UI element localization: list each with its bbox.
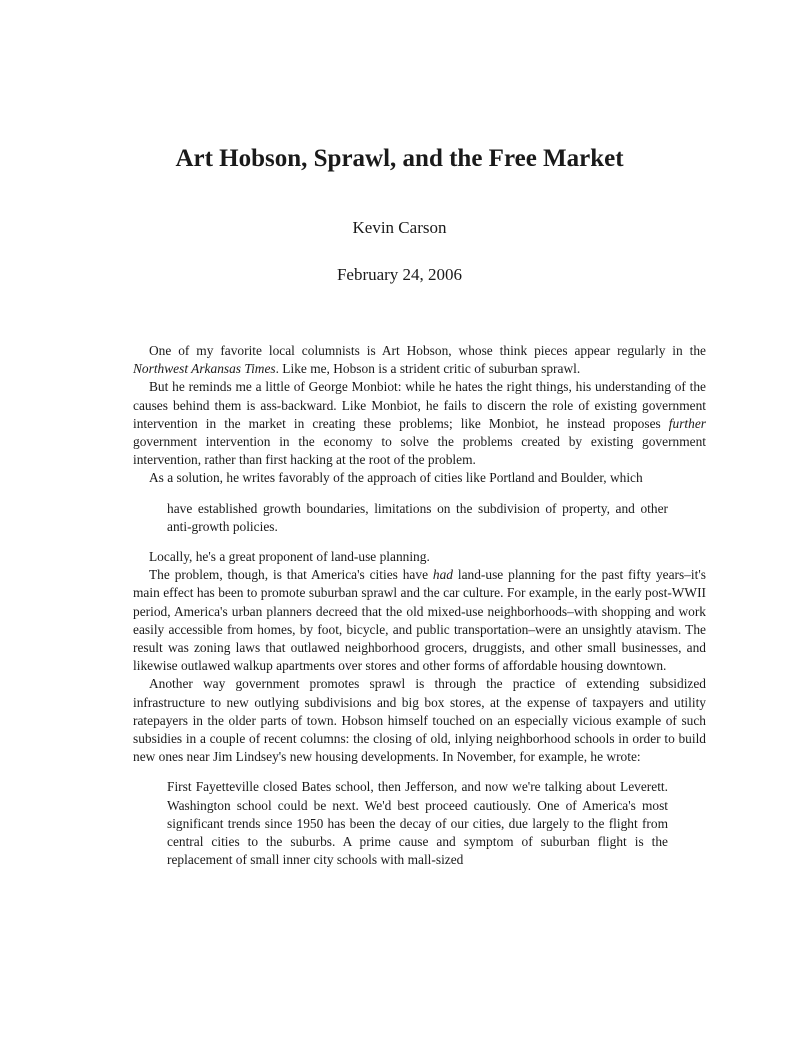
paragraph-1-emphasis: Northwest Arkansas Times	[133, 361, 276, 377]
author-name: Kevin Carson	[352, 218, 447, 237]
block-quote-2: First Fayetteville closed Bates school, then Jefferson, and now we're talking about Leverett. Washington school could be next. We'd best proceed cautiously. One of America's most significant trends since 1950 has been the decay of our cities, due largely to the flight from central cities to the suburbs. A prime cause and symptom of suburban flight is the replacement of small inner city schools with mall-sized	[167, 779, 668, 868]
publication-date: February 24, 2006	[336, 265, 463, 284]
article-body	[133, 342, 706, 881]
paragraph-5-text-a: The problem, though, is that America's cities have	[149, 567, 433, 583]
paragraph-1-text-b: . Like me, Hobson is a strident critic of suburban sprawl.	[275, 361, 581, 377]
paragraph-1	[133, 342, 706, 378]
paragraph-5-emphasis: had	[432, 567, 453, 583]
paragraph-5	[133, 566, 706, 675]
paragraph-2-text-b: government intervention in the economy to solve the problems created by existing government intervention, rather than first hacking at the root of the problem.	[133, 434, 706, 468]
paragraph-4: Locally, he's a great proponent of land-use planning.	[149, 549, 430, 565]
paragraph-5-text-b: land-use planning for the past fifty years–it's main effect has been to promote suburban sprawl and the car culture. For example, in the early post-WWII period, America's urban planners decreed that the old mixed-use neighborhoods–with shopping and work easily accessible from homes, by foot, bicycle, and public transportation–were an unsightly atavism. The result was zoning laws that outlawed neighborhood grocers, druggists, and other small businesses, and likewise outlawed walkup apartments over stores and other forms of affordable housing downtown.	[133, 567, 706, 674]
block-quote-1: have established growth boundaries, limitations on the subdivision of property, and other anti-growth policies.	[167, 500, 668, 534]
paragraph-2-emphasis: further	[668, 415, 706, 431]
paragraph-3: As a solution, he writes favorably of the approach of cities like Portland and Boulder, which	[149, 470, 643, 486]
document-title: Art Hobson, Sprawl, and the Free Market	[175, 145, 624, 172]
paragraph-1-text-a: One of my favorite local columnists is Art Hobson, whose think pieces appear regularly in the	[149, 343, 706, 358]
paragraph-2-text-a: But he reminds me a little of George Monbiot: while he hates the right things, his understanding of the causes behind them is ass-backward. Like Monbiot, he fails to discern the role of existing government intervention in the market in creating these problems; like Monbiot, he instead proposes	[133, 379, 706, 431]
paragraph-6: Another way government promotes sprawl is through the practice of extending subsidized infrastructure to new outlying subdivisions and big box stores, at the expense of taxpayers and utility ratepayers in the older parts of town. Hobson himself touched on an especially vicious example of such subsidies in a couple of recent columns: the closing of old, inlying neighborhood schools in order to build new ones near Jim Lindsey's new housing developments. In November, for example, he wrote:	[133, 676, 706, 765]
paragraph-2	[133, 378, 706, 469]
